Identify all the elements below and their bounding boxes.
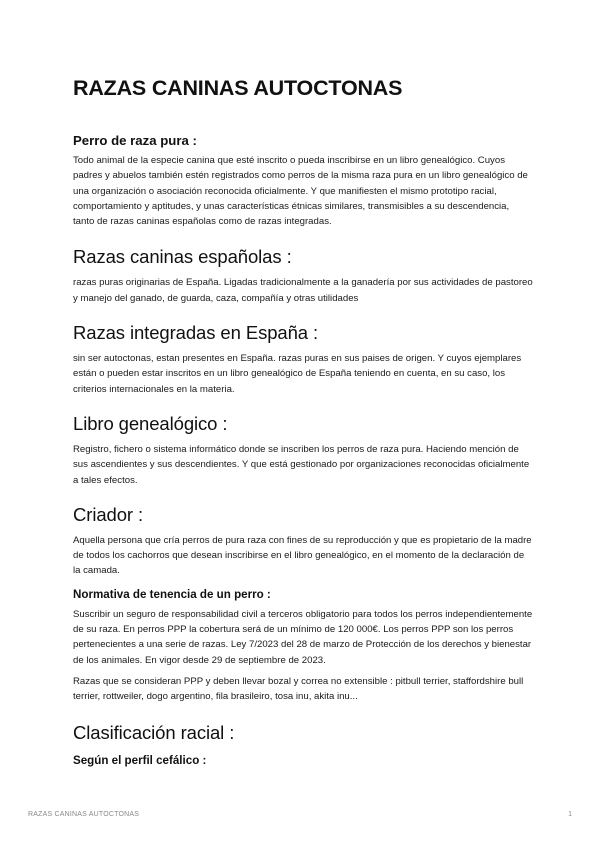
footer-page-number: 1 — [568, 811, 572, 818]
section-heading: Clasificación racial : — [73, 721, 235, 743]
section-heading: Criador : — [73, 503, 144, 525]
section-heading: Según el perfil cefálico : — [73, 753, 207, 767]
section-text: Registro, fichero o sistema informático donde se inscriben los perros de raza pura. Haciendo mención de sus ascendientes y sus descendientes. Y que está gestionado por organizaciones reconocidas oficialmente a tales efectos. — [73, 443, 530, 486]
section-heading: Razas integradas en España : — [73, 322, 319, 344]
section-normativa-tenencia — [73, 587, 533, 705]
section-text: Todo animal de la especie canina que esté inscrito o pueda inscribirse en un libro genealógico. Cuyos padres y abuelos también estén registrados como perros de la misma raza pura en un libro genealógico de una organización o asociación reconocida oficialmente. Y que manifiesten el mismo prototipo racial, comportamiento y aptitudes, y unas características étnicas similares, transmisibles a su descendencia, tanto de razas caninas españolas como de razas integradas. — [73, 155, 528, 228]
section-text-ppp-razas: Razas que se consideran PPP y deben llevar bozal y correa no extensible : pitbull terrier, staffordshire bull terrier, rottweiler, dogo argentino, fila brasileiro, tosa inu, akita inu... — [73, 675, 524, 703]
section-text: razas puras originarias de España. Ligadas tradicionalmente a la ganadería por sus actividades de pastoreo y manejo del ganado, de guarda, caza, compañía y otras utilidades — [73, 277, 533, 304]
section-text: Aquella persona que cría perros de pura raza con fines de su reproducción y que es propietario de la madre de todos los cachorros que desean inscribirse en el libro genealógico, en el momento de la declaración de la camada. — [73, 534, 532, 577]
section-heading: Normativa de tenencia de un perro : — [73, 587, 271, 601]
section-heading: Razas caninas españolas : — [73, 246, 292, 268]
section-perfil-cefalico — [73, 753, 533, 769]
section-libro-genealogico — [73, 412, 533, 488]
section-heading: Libro genealógico : — [73, 412, 228, 434]
section-clasificacion-racial — [73, 721, 533, 745]
section-text: sin ser autoctonas, estan presentes en España. razas puras en sus paises de origen. Y cuyos ejemplares están o pueden estar inscritos en un libro genealógico de España teniendo en cuenta, en su caso, los criterios internacionales en la materia. — [73, 353, 522, 395]
section-perro-raza-pura — [73, 132, 533, 229]
document-title: RAZAS CANINAS AUTOCTONAS — [73, 76, 403, 100]
section-razas-integradas — [73, 321, 533, 397]
footer-document-title: RAZAS CANINAS AUTOCTONAS — [28, 811, 140, 818]
document-page — [73, 74, 533, 773]
section-razas-espanolas — [73, 245, 533, 306]
section-criador — [73, 503, 533, 579]
section-heading: Perro de raza pura : — [73, 133, 197, 148]
section-text: Suscribir un seguro de responsabilidad civil a terceros obligatorio para todos los perros independientemente de su raza. En perros PPP la cobertura será de un mínimo de 120 000€. Los perros PPP son los perros pertenecientes a una serie de razas. Ley 7/2023 del 28 de marzo de Protección de los derechos y bienestar de los animales. En vigor desde 29 de septiembre de 2023. — [73, 608, 533, 666]
